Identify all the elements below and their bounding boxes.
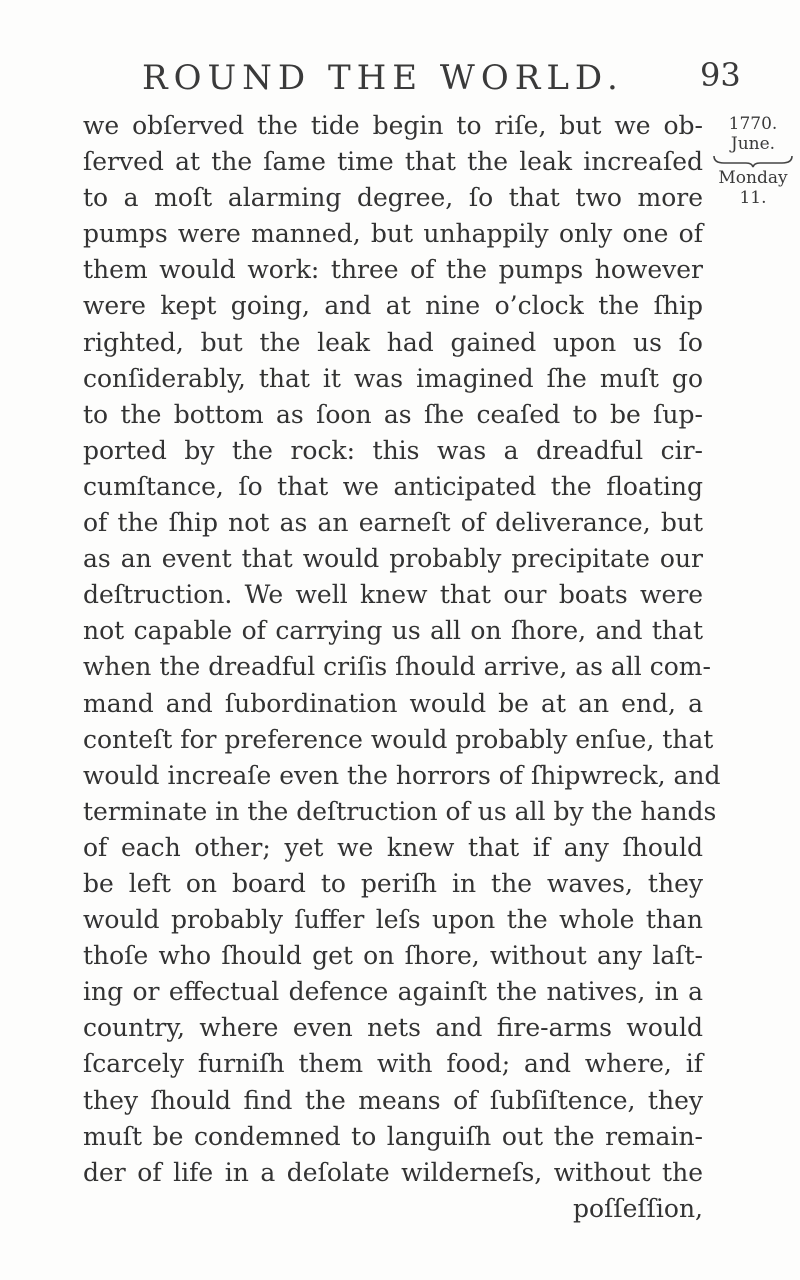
margin-note-day: Monday 11. [718, 168, 788, 208]
text-line: as an event that would probably precipitate our [83, 544, 703, 574]
text-line: righted, but the leak had gained upon us ſo [83, 327, 703, 357]
text-line: of each other; yet we knew that if any ſhould [83, 832, 703, 862]
text-line: would increaſe even the horrors of ſhipwreck, and [83, 760, 721, 790]
text-line: ported by the rock: this was a dreadful cir- [83, 435, 703, 465]
text-line: der of life in a deſolate wilderneſs, without the [83, 1157, 703, 1187]
text-line: to a moſt alarming degree, ſo that two more [83, 183, 703, 213]
text-line: they ſhould find the means of ſubſiſtence, they [83, 1085, 703, 1115]
body-text [83, 108, 721, 1227]
text-line: muſt be condemned to languiſh out the remain- [83, 1121, 703, 1151]
text-line: country, where even nets and fire-arms would [83, 1013, 703, 1043]
margin-note-month: June. [730, 134, 776, 154]
text-line: deſtruction. We well knew that our boats were [83, 580, 703, 610]
text-line: ing or effectual defence againſt the natives, in a [83, 977, 703, 1007]
text-line: to the bottom as ſoon as ſhe ceaſed to be ſup- [83, 399, 703, 429]
text-line: cumſtance, ſo that we anticipated the floating [83, 471, 703, 501]
text-line: them would work: three of the pumps however [83, 255, 703, 285]
text-line: of the ſhip not as an earneſt of deliverance, but [83, 508, 703, 538]
text-line: were kept going, and at nine o’clock the ſhip [83, 291, 703, 321]
margin-note-year: 1770. [728, 114, 778, 134]
text-line: conſiderably, that it was imagined ſhe muſt go [83, 363, 703, 393]
text-line: not capable of carrying us all on ſhore, and that [83, 616, 703, 646]
text-line: we obſerved the tide begin to riſe, but we ob- [83, 111, 703, 140]
text-line: pumps were manned, but unhappily only one of [83, 219, 703, 249]
text-line: thoſe who ſhould get on ſhore, without any laſt- [83, 941, 703, 971]
page-number: 93 [700, 56, 741, 94]
text-line: conteſt for preference would probably enſue, that [83, 724, 714, 754]
margin-note [710, 114, 796, 208]
text-line: ſcarcely furniſh them with food; and where, if [83, 1049, 703, 1079]
text-line: when the dreadful criſis ſhould arrive, as all com- [83, 652, 711, 682]
text-line: ſerved at the ſame time that the leak increaſed [83, 147, 703, 177]
text-line: would probably ſuffer leſs upon the whole than [83, 905, 703, 935]
catchword-line: poſſeſſion, [573, 1193, 703, 1223]
text-line: be left on board to periſh in the waves, they [83, 868, 703, 898]
text-line: mand and ſubordination would be at an end, a [83, 688, 703, 718]
running-head: ROUND THE WORLD. [142, 58, 624, 98]
margin-brace-icon [710, 154, 796, 168]
text-line: terminate in the deſtruction of us all by the hands [83, 796, 717, 826]
